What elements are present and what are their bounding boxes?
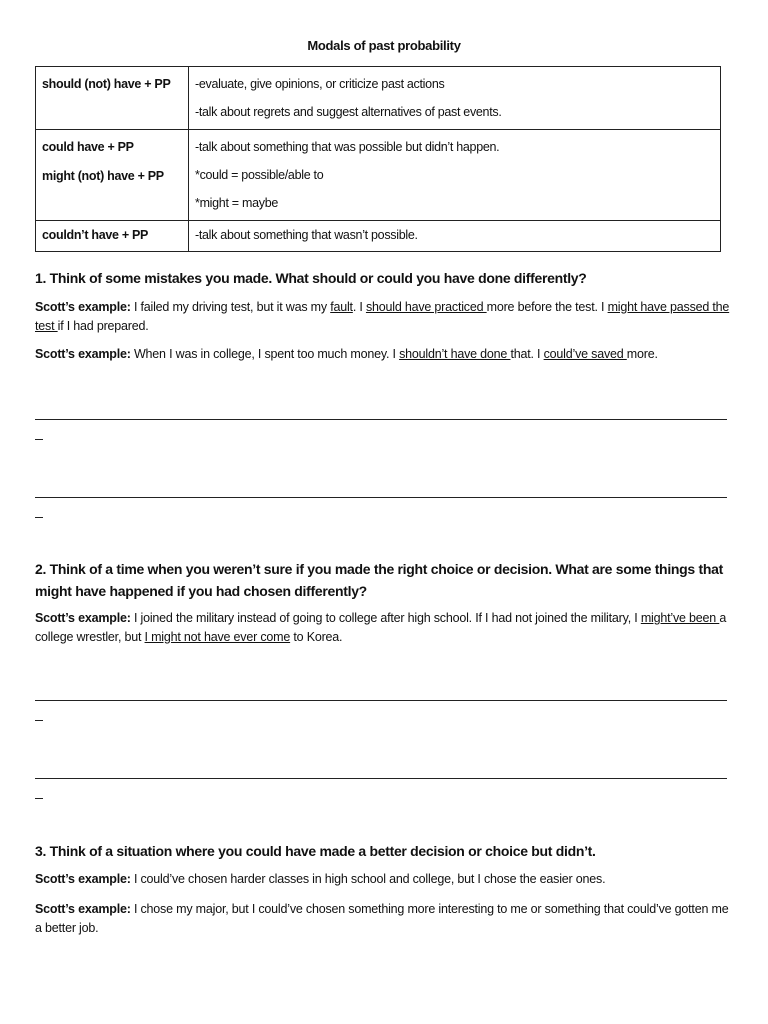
example [35,870,735,889]
modal-form: couldn’t have + PP [42,228,149,242]
answer-line[interactable] [35,419,727,420]
example-text: I chose my major, but I could’ve chosen something more interesting to me or something that could’ve gotten me a better job. [35,902,729,935]
modal-use: *might = maybe [195,196,278,210]
answer-line[interactable] [35,497,727,498]
table-row [36,67,721,130]
example [35,298,735,336]
example-text: . I [352,300,366,314]
example [35,609,735,647]
modal-use-cell [189,221,721,252]
example [35,900,735,938]
modal-use: *could = possible/able to [195,168,324,182]
example-text: more. [626,347,658,361]
question-3: 3. Think of a situation where you could have made a better decision or choice but didn’t. [35,843,596,859]
modals-table [35,66,721,252]
example-text: to Korea. [290,630,343,644]
example-text: When I was in college, I spent too much money. I [130,347,400,361]
modal-use: -evaluate, give opinions, or criticize past actions [195,77,445,91]
example-underlined-phrase: fault [330,300,353,314]
example-underlined-phrase: I might not have ever come [144,630,291,644]
example-label: Scott’s example: [35,611,131,625]
modal-form: should (not) have + PP [42,77,171,91]
example-underlined-phrase: might’ve been [640,611,720,625]
example-underlined-phrase: shouldn’t have done [399,347,511,361]
modal-form-cell [36,221,189,252]
modal-form-cell [36,130,189,221]
example-text: I could’ve chosen harder classes in high school and college, but I chose the easier ones. [130,872,606,886]
example-underlined-phrase: could’ve saved [543,347,627,361]
table-row [36,221,721,252]
example-text: more before the test. I [486,300,608,314]
question-1: 1. Think of some mistakes you made. What should or could you have done differently? [35,270,587,286]
example-label: Scott’s example: [35,902,131,916]
example-text: I joined the military instead of going to college after high school. If I had not joined the military, I [130,611,641,625]
example-text: if I had prepared. [57,319,149,333]
example-underlined-phrase: might have passed the test [35,300,730,333]
modal-form: could have + PP [42,140,134,154]
example-label: Scott’s example: [35,872,131,886]
modal-use: -talk about something that was possible but didn’t happen. [195,140,500,154]
modal-use: -talk about regrets and suggest alternatives of past events. [195,105,502,119]
modal-form-cell [36,67,189,130]
example-label: Scott’s example: [35,300,131,314]
answer-line[interactable] [35,700,727,701]
answer-line-end [35,720,43,721]
example-label: Scott’s example: [35,347,131,361]
answer-line[interactable] [35,778,727,779]
answer-line-end [35,517,43,518]
table-row [36,130,721,221]
example [35,345,735,364]
answer-line-end [35,798,43,799]
example-text: that. I [510,347,544,361]
question-2: 2. Think of a time when you weren’t sure if you made the right choice or decision. What are some things that might have happened if you had chosen differently? [35,561,723,599]
modal-form: might (not) have + PP [42,169,164,183]
page-title: Modals of past probability [307,38,461,53]
modal-use: -talk about something that wasn’t possible. [195,228,418,242]
example-text: a college wrestler, but [35,611,727,644]
example-underlined-phrase: should have practiced [365,300,487,314]
modal-use-cell [189,67,721,130]
example-text: I failed my driving test, but it was my [130,300,331,314]
modal-use-cell [189,130,721,221]
answer-line-end [35,439,43,440]
